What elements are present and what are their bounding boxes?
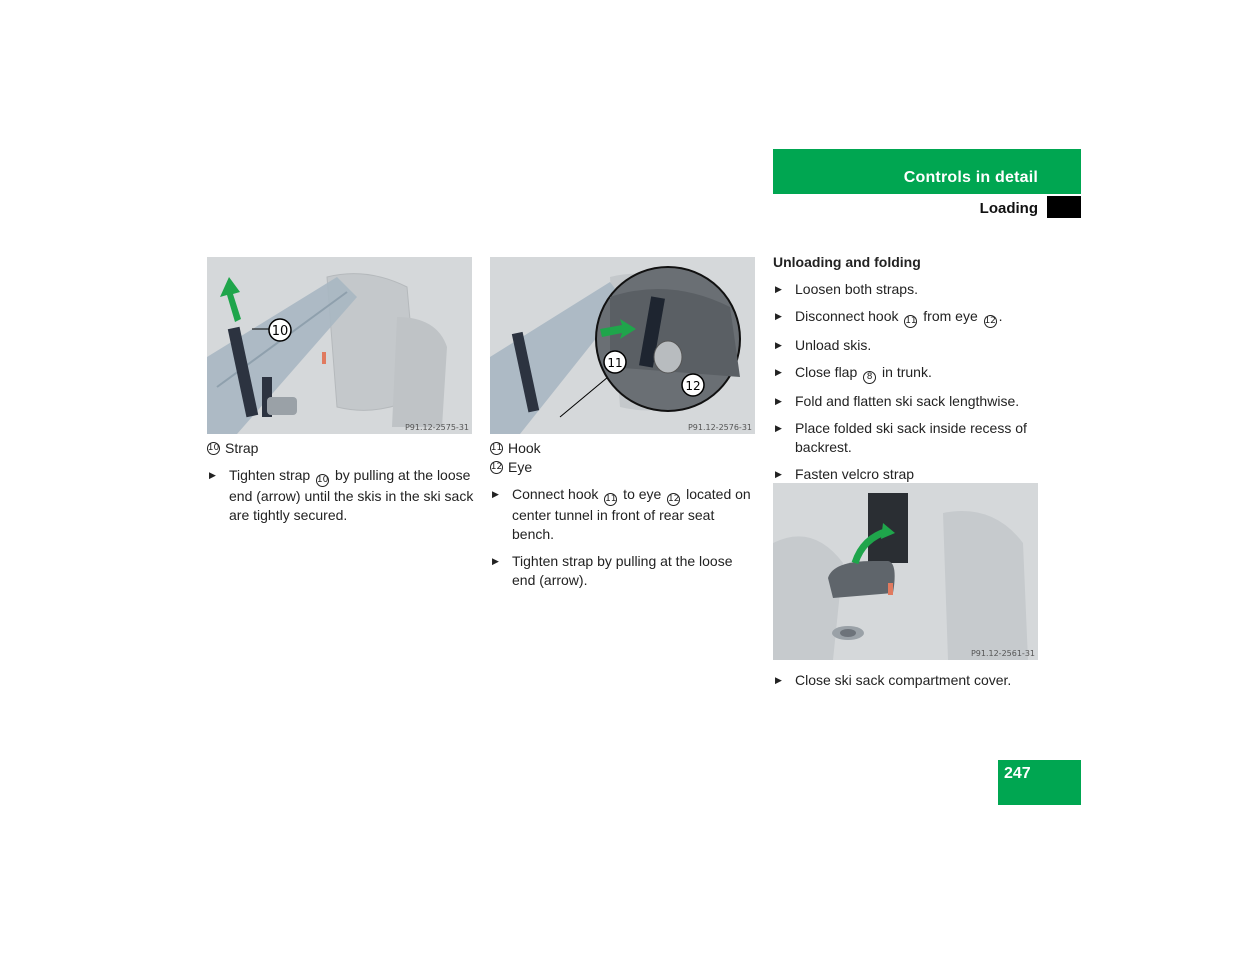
section-marker [1047,196,1081,218]
chapter-header [773,149,1081,194]
page-number: 247 [1004,765,1031,782]
legend-text: Eye [508,459,533,475]
instruction-step: ▶ Fasten velcro strap [773,465,1043,484]
instruction-step: ▶ Unload skis. [773,336,1043,355]
callout-number: 11 [605,494,617,504]
callout-10: 10 [271,324,289,339]
figure-strap [207,257,472,434]
callout-number: 10 [316,475,329,485]
subsection-title: Unloading and folding [773,254,921,270]
figure-code: P91.12-2576-31 [687,423,752,432]
legend-text: Strap [225,440,259,456]
instruction-step: ▶ Fold and flatten ski sack lengthwise. [773,392,1043,411]
legend-text: Hook [508,440,541,456]
velcro-illustration [773,483,1038,660]
callout-number: 11 [490,443,503,453]
callout-number: 12 [984,316,996,326]
instruction-step: ▶ Close flap 8 in trunk. [773,363,1043,384]
callout-number: 12 [490,462,503,472]
column-3 [773,253,1043,484]
instruction-step: ▶ Disconnect hook 11 from eye 12 . [773,307,1043,328]
instruction-step: ▶ Tighten strap 10 by pulling at the loose end (arrow) until the skis in the ski sack are tightly secured. [207,466,475,525]
instruction-step: ▶ Connect hook 11 to eye 12 located on center tunnel in front of rear seat bench. [490,485,758,544]
instruction-step: ▶ Place folded ski sack inside recess of backrest. [773,419,1043,457]
legend-item [490,439,758,458]
chapter-title: Controls in detail [903,169,1038,186]
callout-11: 11 [607,356,623,370]
callout-number: 10 [207,443,220,453]
figure-code: P91.12-2575-31 [404,423,469,432]
callout-12: 12 [685,379,701,393]
instruction-step: ▶ Close ski sack compartment cover. [773,671,1043,690]
instruction-step: ▶ Tighten strap by pulling at the loose end (arrow). [490,552,758,590]
figure-velcro [773,483,1038,660]
column-1 [207,439,475,525]
figure-code: P91.12-2561-31 [970,649,1035,658]
page-number-box [998,760,1081,805]
legend-item [490,458,758,477]
hook-eye-illustration [490,257,755,434]
instruction-step: ▶ Loosen both straps. [773,280,1043,299]
column-2 [490,439,758,590]
figure-hook-eye [490,257,755,434]
section-title: Loading [979,200,1038,217]
callout-number: 8 [863,371,876,384]
callout-number: 12 [668,494,680,504]
callout-number: 11 [905,316,917,326]
legend-item [207,439,475,458]
column-3-final [773,663,1043,690]
strap-illustration [207,257,472,434]
section-header [773,194,1081,218]
